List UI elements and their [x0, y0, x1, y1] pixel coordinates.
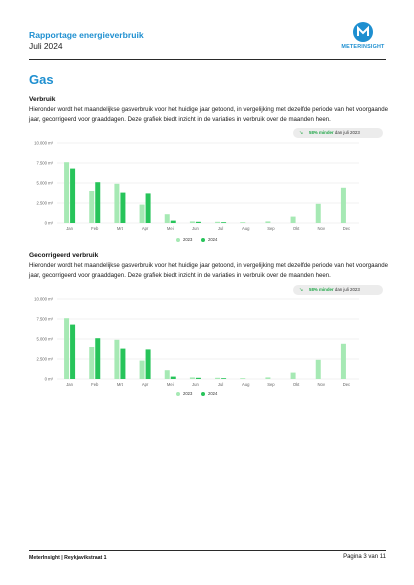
chart-legend [29, 237, 387, 245]
bar-2023-Jun [190, 221, 195, 223]
bar-2023-Sep [265, 377, 270, 379]
bar-2023-Feb [89, 347, 94, 379]
bar-2024-Mei [171, 377, 176, 379]
pill-highlight: 58% minder [309, 287, 334, 292]
bar-2024-Feb [95, 182, 100, 223]
x-tick-label: Jun [192, 382, 199, 387]
bar-2024-Apr [146, 349, 151, 379]
bar-2023-Jun [190, 377, 195, 379]
x-tick-label: Jan [66, 382, 73, 387]
x-tick-label: Jun [192, 226, 199, 231]
bar-2023-Dec [341, 344, 346, 379]
x-tick-label: Apr [141, 382, 149, 387]
y-tick-label: 0 m³ [44, 220, 53, 226]
x-tick-label: Feb [91, 382, 99, 387]
x-tick-label: Mei [166, 226, 174, 231]
x-tick-label: Aug [242, 382, 250, 387]
bar-2024-Jun [196, 222, 201, 223]
section-title-verbruik: Verbruik [29, 96, 56, 103]
report-title: Rapportage energieverbruik [29, 30, 144, 40]
header-divider [29, 59, 386, 60]
bar-2023-Apr [140, 361, 145, 379]
trend-down-icon: ↘ [299, 130, 304, 136]
x-tick-label: Okt [292, 226, 300, 231]
section-title-gecorrigeerd: Gecorrigeerd verbruik [29, 252, 99, 259]
logo-badge-icon [353, 22, 373, 42]
bar-2024-Apr [146, 193, 151, 223]
x-tick-label: Mei [166, 382, 174, 387]
y-tick-label: 7.500 m³ [36, 316, 53, 322]
bar-2023-Jul [215, 222, 220, 223]
section-description-gecorrigeerd: Hieronder wordt het maandelijkse gasverbruik voor het huidige jaar getoond, in vergelijking met dezelfde periode van het voorgaande jaar, gecorrigeerd voor graaddagen. Deze grafiek biedt inzicht in de variaties in verbruik over de maanden heen. [29, 262, 389, 279]
x-tick-label: Jan [66, 226, 73, 231]
bar-2023-Mrt [114, 184, 119, 223]
bar-2024-Jun [196, 378, 201, 379]
x-tick-label: Apr [141, 226, 149, 231]
comparison-pill [293, 285, 383, 295]
y-tick-label: 5.000 m³ [36, 180, 53, 186]
legend-item-2024: 2024 [201, 237, 217, 242]
logo-text: METERINSIGHT [341, 44, 385, 50]
bar-2024-Mei [171, 221, 176, 223]
bar-2023-Okt [291, 217, 296, 223]
bar-2024-Mrt [120, 193, 125, 223]
pill-rest: dan juli 2023 [333, 130, 360, 135]
bar-2023-Mrt [114, 340, 119, 379]
bar-2023-Jan [64, 318, 69, 379]
legend-item-2023: 2023 [176, 237, 192, 242]
x-tick-label: Mrt [116, 226, 123, 231]
page-number: Pagina 3 van 11 [343, 554, 386, 560]
bar-2023-Jan [64, 162, 69, 223]
bar-2023-Feb [89, 191, 94, 223]
x-tick-label: Sep [267, 382, 275, 387]
pill-rest: dan juli 2023 [333, 287, 360, 292]
bar-2023-Apr [140, 205, 145, 223]
bar-2024-Feb [95, 338, 100, 379]
y-tick-label: 2.500 m³ [36, 356, 53, 362]
y-tick-label: 2.500 m³ [36, 200, 53, 206]
chart-legend [29, 391, 387, 399]
bar-2023-Aug [240, 378, 245, 379]
x-tick-label: Dec [342, 226, 351, 231]
bar-2023-Sep [265, 221, 270, 223]
x-tick-label: Dec [342, 382, 351, 387]
bar-2023-Nov [316, 360, 321, 379]
x-tick-label: Sep [267, 226, 275, 231]
x-tick-label: Jul [217, 382, 224, 387]
bar-2023-Mei [165, 214, 170, 223]
comparison-pill [293, 128, 383, 138]
chart-verbruik [29, 140, 387, 250]
x-tick-label: Nov [317, 382, 325, 387]
section-description-verbruik: Hieronder wordt het maandelijkse gasverbruik voor het huidige jaar getoond, in vergelijking met dezelfde periode van het voorgaande jaar, gecorrigeerd voor graaddagen. Deze grafiek biedt inzicht in de variaties in verbruik over de maanden heen. [29, 106, 389, 123]
bar-2024-Jul [221, 378, 226, 379]
bar-2024-Jul [221, 222, 226, 223]
trend-down-icon: ↘ [299, 287, 304, 293]
footer-company: MeterInsight | Reykjavikstraat 1 [29, 555, 107, 561]
y-tick-label: 0 m³ [44, 376, 53, 382]
x-tick-label: Jul [217, 226, 224, 231]
chart-gecorrigeerd [29, 296, 387, 406]
bar-2023-Nov [316, 204, 321, 223]
y-tick-label: 10.000 m³ [34, 140, 53, 146]
pill-highlight: 58% minder [309, 130, 334, 135]
bar-2023-Aug [240, 222, 245, 223]
x-tick-label: Okt [292, 382, 300, 387]
footer-divider [29, 550, 386, 551]
brand-logo [340, 22, 386, 52]
bar-2024-Mrt [120, 349, 125, 379]
x-tick-label: Feb [91, 226, 99, 231]
page-title: Gas [29, 72, 54, 87]
x-tick-label: Aug [242, 226, 250, 231]
report-period: Juli 2024 [29, 41, 63, 51]
bar-2023-Okt [291, 373, 296, 379]
bar-2024-Jan [70, 169, 75, 223]
y-tick-label: 5.000 m³ [36, 336, 53, 342]
bar-2023-Jul [215, 378, 220, 379]
y-tick-label: 10.000 m³ [34, 296, 53, 302]
x-tick-label: Mrt [116, 382, 123, 387]
bar-2023-Dec [341, 188, 346, 223]
legend-item-2024: 2024 [201, 391, 217, 396]
y-tick-label: 7.500 m³ [36, 160, 53, 166]
x-tick-label: Nov [317, 226, 325, 231]
bar-2024-Jan [70, 325, 75, 379]
legend-item-2023: 2023 [176, 391, 192, 396]
bar-2023-Mei [165, 370, 170, 379]
